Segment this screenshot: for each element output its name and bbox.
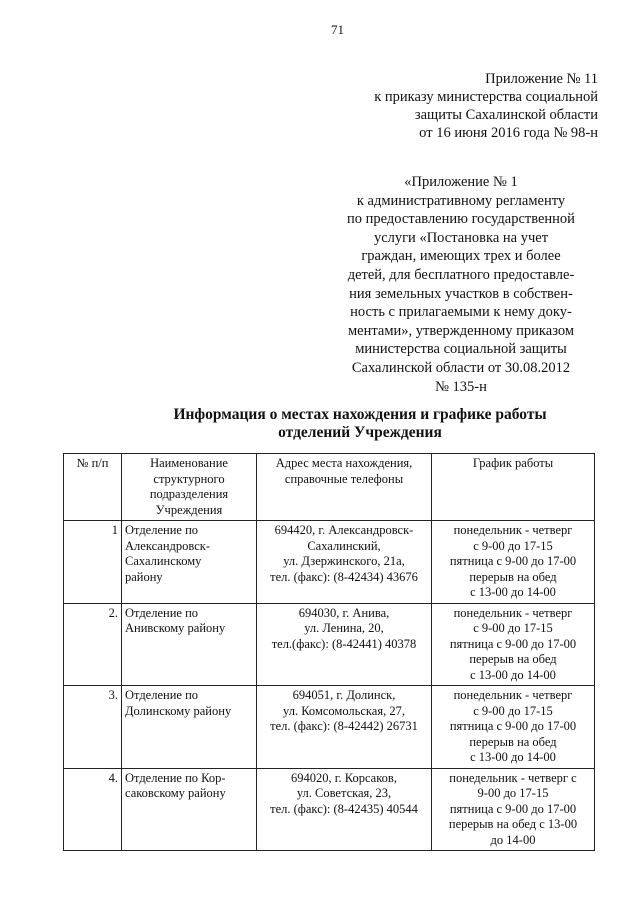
address-line: 694051, г. Долинск,: [292, 688, 396, 702]
address-line: тел.(факс): (8-42441) 40378: [271, 636, 417, 651]
address-line: Сахалинский,: [307, 538, 381, 553]
office-name-line: Анивскому району: [125, 621, 226, 635]
schedule-line: с 9-00 до 17-15: [473, 621, 553, 635]
header-address-line: Адрес места нахождения,: [275, 456, 413, 470]
office-address: [257, 603, 432, 686]
office-name-line: Отделение по: [125, 523, 199, 537]
office-name-line: Александровск-: [125, 538, 210, 553]
title-line-1: Информация о местах нахождения и графике работы: [173, 406, 547, 423]
appendix-1-line: детей, для бесплатного предоставле-: [347, 266, 575, 283]
schedule-line: с 9-00 до 17-15: [473, 703, 553, 718]
document-title: [150, 406, 570, 442]
appendix-1-line: «Приложение № 1: [404, 174, 518, 190]
appendix-1-line: услуги «Постановка на учет: [373, 229, 549, 246]
schedule-line: с 13-00 до 14-00: [470, 667, 556, 682]
appendix-11-header: [330, 70, 598, 142]
schedule-line: пятница с 9-00 до 17-00: [449, 636, 577, 651]
appendix-11-line: Приложение № 11: [485, 71, 598, 87]
schedule-line: с 13-00 до 14-00: [470, 585, 556, 599]
schedule-line: перерыв на обед с 13-00: [448, 817, 578, 831]
schedule-line: понедельник - четверг с: [449, 770, 577, 785]
table-header-row: [64, 454, 595, 521]
address-line: 694030, г. Анива,: [298, 605, 390, 620]
office-schedule: [432, 603, 595, 686]
schedule-line: перерыв на обед: [469, 734, 557, 749]
appendix-1-header: [330, 173, 592, 396]
address-line: тел. (факс): (8-42442) 26731: [270, 719, 418, 733]
header-name-line: подразделения: [149, 487, 229, 501]
schedule-line: перерыв на обед: [469, 569, 557, 584]
office-schedule: [432, 768, 595, 851]
appendix-11-line: от 16 июня 2016 года № 98-н: [419, 125, 598, 141]
appendix-1-line: к административному регламенту: [356, 192, 566, 209]
address-line: ул. Комсомольская, 27,: [283, 703, 405, 718]
address-line: 694020, г. Корсаков,: [291, 770, 397, 785]
header-num: № п/п: [64, 454, 122, 521]
table-row: [64, 603, 595, 686]
office-name: [122, 521, 257, 604]
appendix-1-line: министерства социальной защиты: [355, 341, 567, 358]
office-name-line: Отделение по Кор-: [125, 770, 226, 785]
address-line: ул. Дзержинского, 21а,: [283, 554, 405, 568]
address-line: 694420, г. Александровск-: [274, 523, 414, 537]
schedule-line: до 14-00: [490, 832, 536, 847]
office-address: [257, 768, 432, 851]
office-address: [257, 521, 432, 604]
address-line: ул. Ленина, 20,: [304, 621, 384, 635]
office-name: [122, 768, 257, 851]
office-name-line: району: [125, 569, 163, 584]
row-number: 2.: [64, 603, 122, 686]
header-name-line: Наименование: [150, 456, 228, 470]
appendix-1-line: граждан, имеющих трех и более: [361, 248, 561, 265]
header-name: [122, 454, 257, 521]
table-row: [64, 686, 595, 769]
schedule-line: 9-00 до 17-15: [477, 786, 549, 800]
appendix-1-line: по предоставлению государственной: [347, 211, 575, 228]
schedule-line: пятница с 9-00 до 17-00: [449, 719, 577, 733]
appendix-1-line: ность с прилагаемыми к нему доку-: [350, 304, 572, 321]
schedule-line: понедельник - четверг: [453, 688, 573, 702]
schedule-line: пятница с 9-00 до 17-00: [449, 554, 577, 568]
office-name-line: Сахалинскому: [125, 554, 202, 568]
schedule-line: понедельник - четверг: [453, 605, 573, 620]
office-name: [122, 603, 257, 686]
address-line: тел. (факс): (8-42435) 40544: [270, 801, 418, 816]
offices-table: [63, 453, 595, 851]
schedule-line: пятница с 9-00 до 17-00: [449, 801, 577, 816]
address-line: ул. Советская, 23,: [296, 786, 392, 800]
office-address: [257, 686, 432, 769]
office-name-line: Отделение по: [125, 605, 199, 620]
header-address: [257, 454, 432, 521]
header-address-line: справочные телефоны: [284, 471, 404, 486]
header-schedule: График работы: [432, 454, 595, 521]
page-number: 71: [331, 22, 344, 37]
office-name-line: Отделение по: [125, 688, 199, 702]
table-row: [64, 521, 595, 604]
schedule-line: перерыв на обед: [469, 652, 557, 666]
appendix-11-line: к приказу министерства социальной: [374, 89, 598, 105]
appendix-1-line: ния земельных участков в собствен-: [349, 285, 573, 302]
header-name-line: структурного: [153, 471, 225, 486]
row-number: 1: [64, 521, 122, 604]
header-name-line: Учреждения: [155, 502, 223, 517]
office-name-line: Долинскому району: [125, 703, 232, 718]
office-schedule: [432, 521, 595, 604]
office-name-line: саковскому району: [125, 786, 226, 800]
appendix-1-line: Сахалинской области от 30.08.2012: [351, 359, 571, 376]
row-number: 4.: [64, 768, 122, 851]
table-row: [64, 768, 595, 851]
row-number: 3.: [64, 686, 122, 769]
appendix-1-line: № 135-н: [435, 378, 487, 395]
office-name: [122, 686, 257, 769]
office-schedule: [432, 686, 595, 769]
appendix-11-line: защиты Сахалинской области: [414, 107, 598, 123]
address-line: тел. (факс): (8-42434) 43676: [270, 569, 418, 584]
appendix-1-line: ментами», утвержденному приказом: [348, 322, 574, 339]
schedule-line: с 9-00 до 17-15: [473, 538, 553, 553]
title-line-2: отделений Учреждения: [278, 424, 442, 441]
schedule-line: понедельник - четверг: [453, 523, 573, 537]
schedule-line: с 13-00 до 14-00: [470, 750, 556, 764]
